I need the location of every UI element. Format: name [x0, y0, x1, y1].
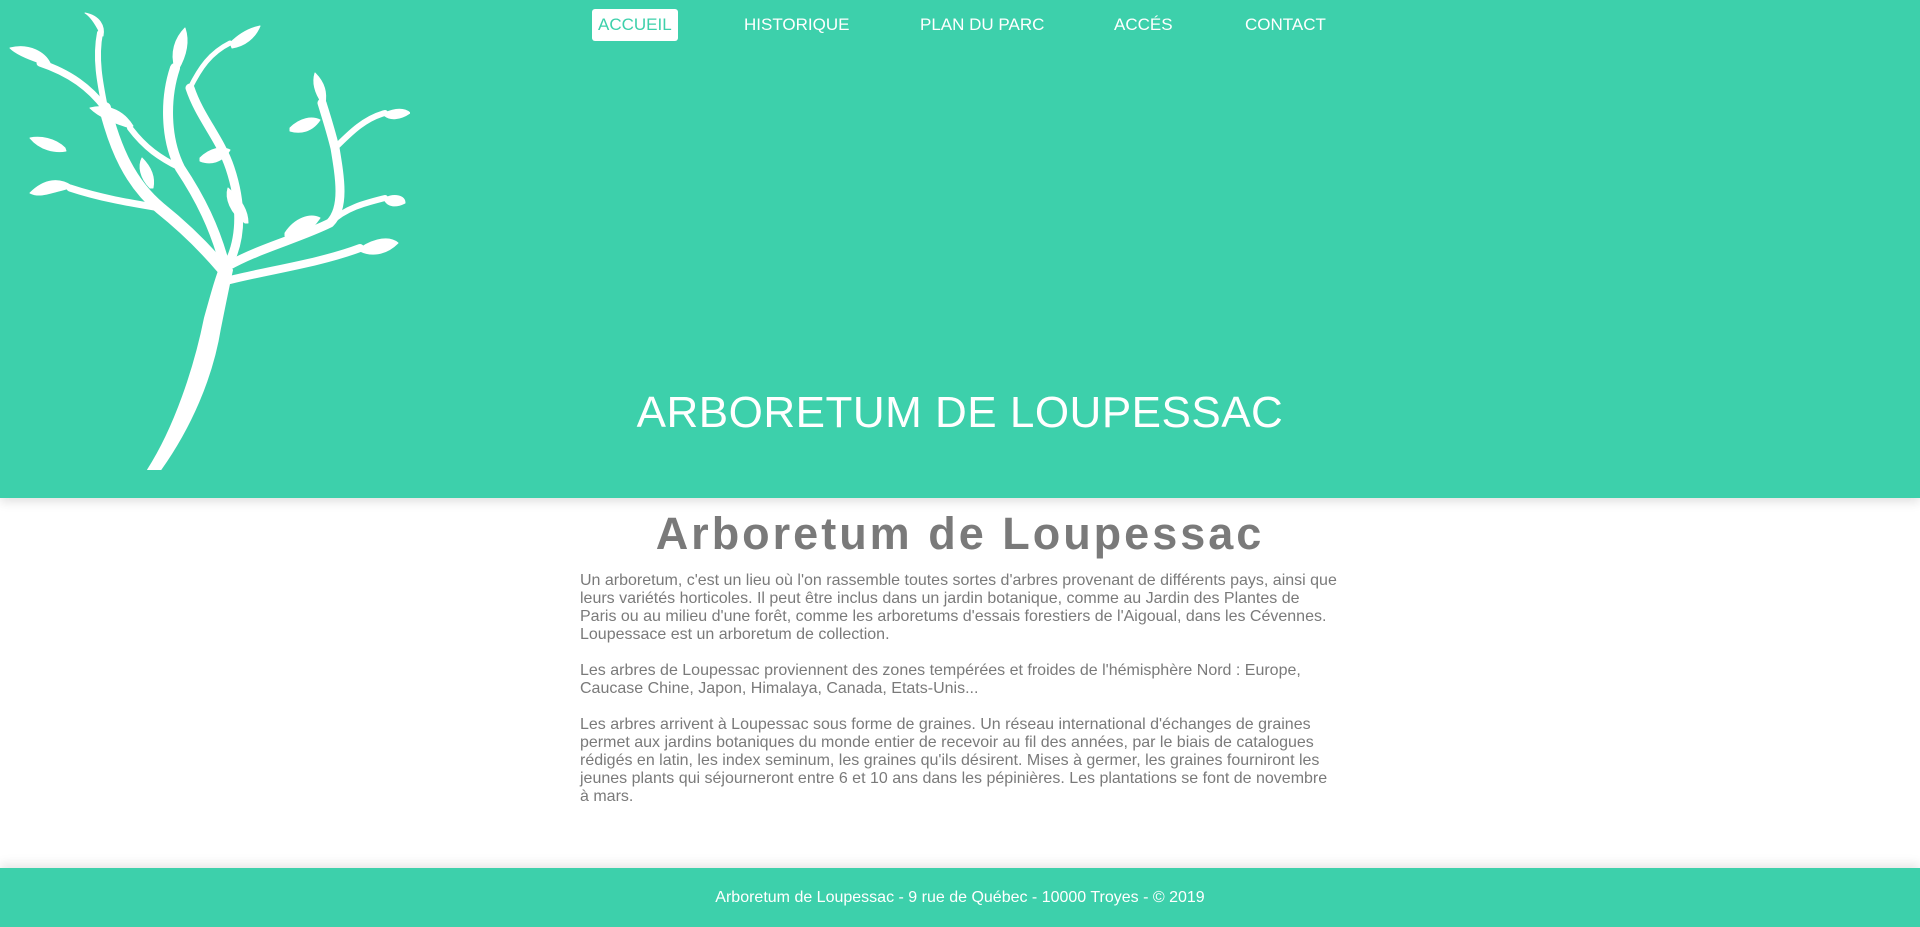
nav-item-accueil[interactable]: ACCUEIL: [592, 9, 678, 41]
site-title: ARBORETUM DE LOUPESSAC: [636, 388, 1284, 437]
nav-item-contact[interactable]: CONTACT: [1245, 15, 1326, 34]
main-nav: [0, 9, 1920, 41]
footer-text: Arboretum de Loupessac - 9 rue de Québec - 10000 Troyes - © 2019: [715, 889, 1205, 906]
footer: [0, 868, 1920, 927]
main-content: [580, 498, 1340, 824]
paragraph-intro: Un arboretum, c'est un lieu où l'on rassemble toutes sortes d'arbres provenant de différents pays, ainsi que leurs variétés horticoles. Il peut être inclus dans un jardin botanique, comme au Jardin des Plantes de Paris ou au milieu d'une forêt, comme les arboretums d'essais forestiers de l'Aigoual, dans les Cévennes. Loupessace est un arboretum de collection.: [580, 572, 1337, 643]
nav-item-plan-du-parc[interactable]: PLAN DU PARC: [920, 15, 1045, 34]
paragraph-origins: Les arbres de Loupessac proviennent des zones tempérées et froides de l'hémisphère Nord : Europe, Caucase Chine, Japon, Himalaya, Canada, Etats-Unis...: [580, 662, 1301, 697]
paragraph-seeds: Les arbres arrivent à Loupessac sous forme de graines. Un réseau international d'échanges de graines permet aux jardins botaniques du monde entier de recevoir au fil des années, par le biais de catalogues rédigés en latin, les index seminum, les graines qu'ils désirent. Mises à germer, les graines fourniront les jeunes plants qui séjourneront entre 6 et 10 ans dans les pépinières. Les plantations se font de novembre à mars.: [580, 716, 1328, 805]
page-heading: Arboretum de Loupessac: [655, 508, 1265, 559]
nav-item-historique[interactable]: HISTORIQUE: [744, 15, 850, 34]
nav-item-acces[interactable]: ACCÉS: [1114, 15, 1173, 34]
